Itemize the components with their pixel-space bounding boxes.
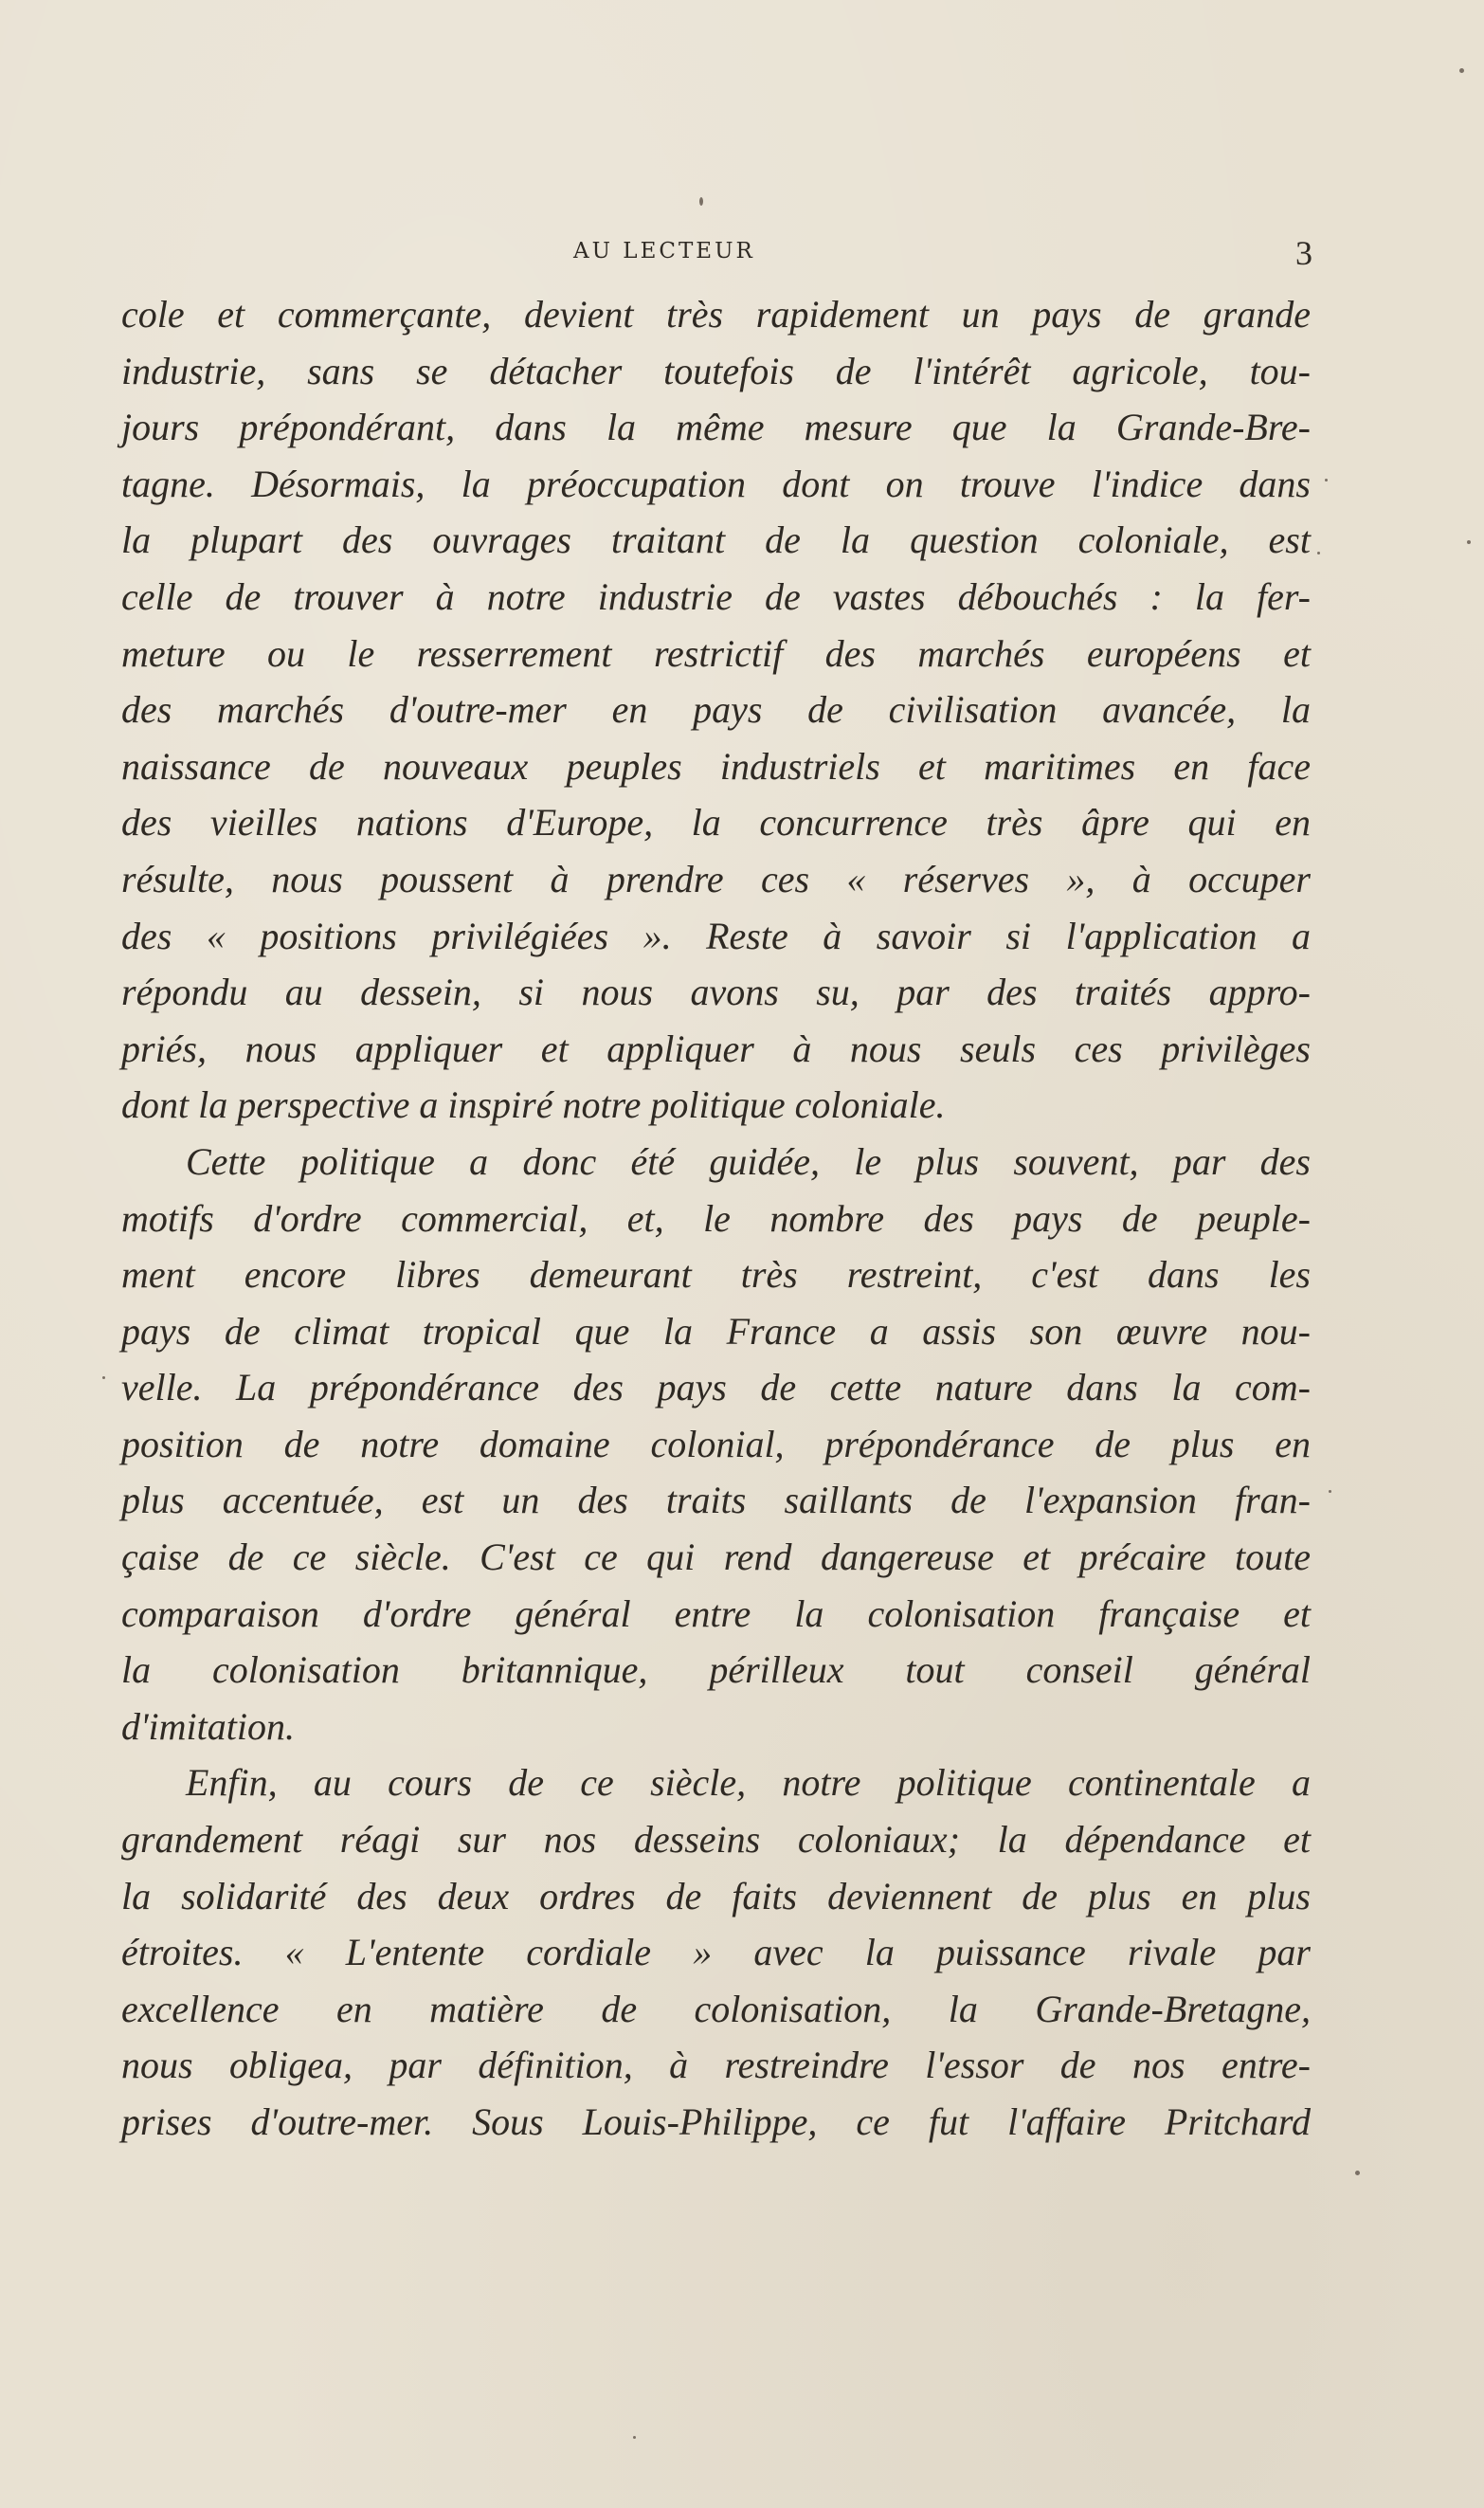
page-header	[118, 234, 1312, 277]
text-line: ment encore libres demeurant très restreint, c'est dans les	[121, 1253, 1311, 1297]
text-line: répondu au dessein, si nous avons su, par des traités appro-	[121, 971, 1311, 1014]
text-line: nous obligea, par définition, à restreindre l'essor de nos entre-	[121, 2044, 1311, 2087]
paper-speck	[1325, 479, 1328, 482]
text-line: dont la perspective a inspiré notre politique coloniale.	[121, 1083, 946, 1127]
paper-speck	[1355, 2171, 1360, 2175]
text-line: grandement réagi sur nos desseins coloniaux; la dépendance et	[121, 1818, 1311, 1862]
text-line: la plupart des ouvrages traitant de la question coloniale, est	[121, 518, 1311, 562]
text-line: des marchés d'outre-mer en pays de civilisation avancée, la	[121, 688, 1311, 732]
text-line: velle. La prépondérance des pays de cette nature dans la com-	[121, 1366, 1311, 1409]
text-line: plus accentuée, est un des traits saillants de l'expansion fran-	[121, 1479, 1311, 1522]
text-line: meture ou le resserrement restrictif des marchés européens et	[121, 631, 1311, 675]
text-line: Cette politique a donc été guidée, le plus souvent, par des	[186, 1139, 1311, 1183]
paper-speck	[633, 2436, 636, 2439]
text-line: cole et commerçante, devient très rapidement un pays de grande	[121, 293, 1311, 336]
text-line: naissance de nouveaux peuples industriels et maritimes en face	[121, 744, 1311, 788]
running-head: AU LECTEUR	[573, 239, 755, 264]
page-number: 3	[1295, 234, 1312, 272]
text-line: comparaison d'ordre général entre la colonisation française et	[121, 1591, 1311, 1635]
text-line: tagne. Désormais, la préoccupation dont on trouve l'indice dans	[121, 462, 1311, 505]
text-line: prises d'outre-mer. Sous Louis-Philippe, ce fut l'affaire Pritchard	[121, 2100, 1311, 2143]
paper-speck	[1467, 540, 1471, 544]
text-line: la solidarité des deux ordres de faits deviennent de plus en plus	[121, 1874, 1311, 1917]
text-line: la colonisation britannique, périlleux tout conseil général	[121, 1648, 1311, 1692]
body-text	[121, 286, 1311, 2151]
text-line: motifs d'ordre commercial, et, le nombre des pays de peuple-	[121, 1196, 1311, 1240]
paper-speck	[1317, 552, 1320, 554]
text-line: des « positions privilégiées ». Reste à savoir si l'application a	[121, 914, 1311, 957]
text-line: industrie, sans se détacher toutefois de l'intérêt agricole, tou-	[121, 349, 1311, 392]
text-line: position de notre domaine colonial, prépondérance de plus en	[121, 1422, 1311, 1465]
paper-speck	[102, 1376, 105, 1379]
text-line: excellence en matière de colonisation, la Grande-Bretagne,	[121, 1987, 1311, 2030]
text-line: celle de trouver à notre industrie de vastes débouchés : la fer-	[121, 574, 1311, 618]
paper-speck	[1329, 1490, 1331, 1493]
paper-speck	[1459, 68, 1464, 73]
text-line: çaise de ce siècle. C'est ce qui rend dangereuse et précaire toute	[121, 1536, 1311, 1579]
text-line: Enfin, au cours de ce siècle, notre politique continentale a	[186, 1761, 1311, 1805]
text-line: priés, nous appliquer et appliquer à nous seuls ces privilèges	[121, 1027, 1311, 1070]
text-line: des vieilles nations d'Europe, la concurrence très âpre qui en	[121, 801, 1311, 845]
text-line: d'imitation.	[121, 1704, 296, 1748]
text-line: jours prépondérant, dans la même mesure que la Grande-Bre-	[121, 406, 1311, 449]
text-line: résulte, nous poussent à prendre ces « réserves », à occuper	[121, 857, 1311, 900]
paper-speck	[699, 197, 703, 206]
text-line: étroites. « L'entente cordiale » avec la puissance rivale par	[121, 1931, 1311, 1974]
text-line: pays de climat tropical que la France a assis son œuvre nou-	[121, 1309, 1311, 1353]
